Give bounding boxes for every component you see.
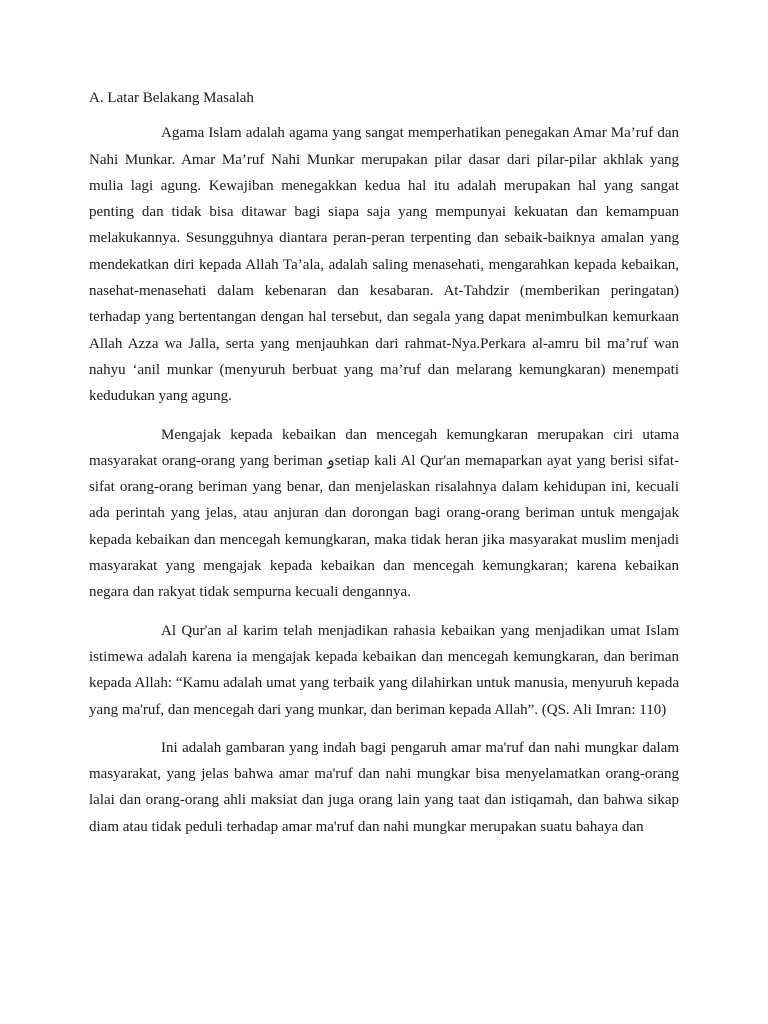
paragraph-3: Al Qur'an al karim telah menjadikan rahasia kebaikan yang menjadikan umat Islam istimewa adalah karena ia mengajak kepada kebaikan dan mencegah kemungkaran, dan beriman kepada Allah: “Kamu adalah umat yang terbaik yang dilahirkan untuk manusia, menyuruh kepada yang ma'ruf, dan mencegah dari yang munkar, dan beriman kepada Allah”. (QS. Ali Imran: 110) [89,622,679,718]
paragraph-1: Agama Islam adalah agama yang sangat memperhatikan penegakan Amar Ma’ruf dan Nahi Munkar. Amar Ma’ruf Nahi Munkar merupakan pilar dasar dari pilar-pilar akhlak yang mulia lagi agung. Kewajiban menegakkan kedua hal itu adalah merupakan hal yang sangat penting dan tidak bisa ditawar bagi siapa saja yang mempunyai kekuatan dan kemampuan melakukannya. Sesungguhnya diantara peran-peran terpenting dan sebaik-baiknya amalan yang mendekatkan diri kepada Allah Ta’ala, adalah saling menasehati, mengarahkan kepada kebaikan, nasehat-menasehati dalam kebenaran dan kesabaran. At-Tahdzir (memberikan peringatan) terhadap yang bertentangan dengan hal tersebut, dan segala yang dapat menimbulkan kemurkaan Allah Azza wa Jalla, serta yang menjauhkan dari rahmat-Nya.Perkara al-amru bil ma’ruf wan nahyu ‘anil munkar (menyuruh berbuat yang ma’ruf dan melarang kemungkaran) menempati kedudukan yang agung. [89,125,679,405]
paragraph-2: Mengajak kepada kebaikan dan mencegah kemungkaran merupakan ciri utama masyarakat orang-orang yang beriman وsetiap kali Al Qur'an memaparkan ayat yang berisi sifat-sifat orang-orang beriman yang benar, dan menjelaskan risalahnya dalam kehidupan ini, kecuali ada perintah yang jelas, atau anjuran dan dorongan bagi orang-orang beriman untuk mengajak kepada kebaikan dan mencegah kemungkaran, maka tidak heran jika masyarakat muslim menjadi masyarakat yang mengajak kepada kebaikan dan mencegah kemungkaran; karena kebaikan negara dan rakyat tidak sempurna kecuali dengannya. [89,426,679,601]
section-heading: A. Latar Belakang Masalah [89,90,254,106]
document-body [89,85,679,840]
paragraph-4: Ini adalah gambaran yang indah bagi pengaruh amar ma'ruf dan nahi mungkar dalam masyarakat, yang jelas bahwa amar ma'ruf dan nahi mungkar bisa menyelamatkan orang-orang lalai dan orang-orang ahli maksiat dan juga orang lain yang taat dan istiqamah, dan bahwa sikap diam atau tidak peduli terhadap amar ma'ruf dan nahi mungkar merupakan suatu bahaya dan [89,739,679,835]
